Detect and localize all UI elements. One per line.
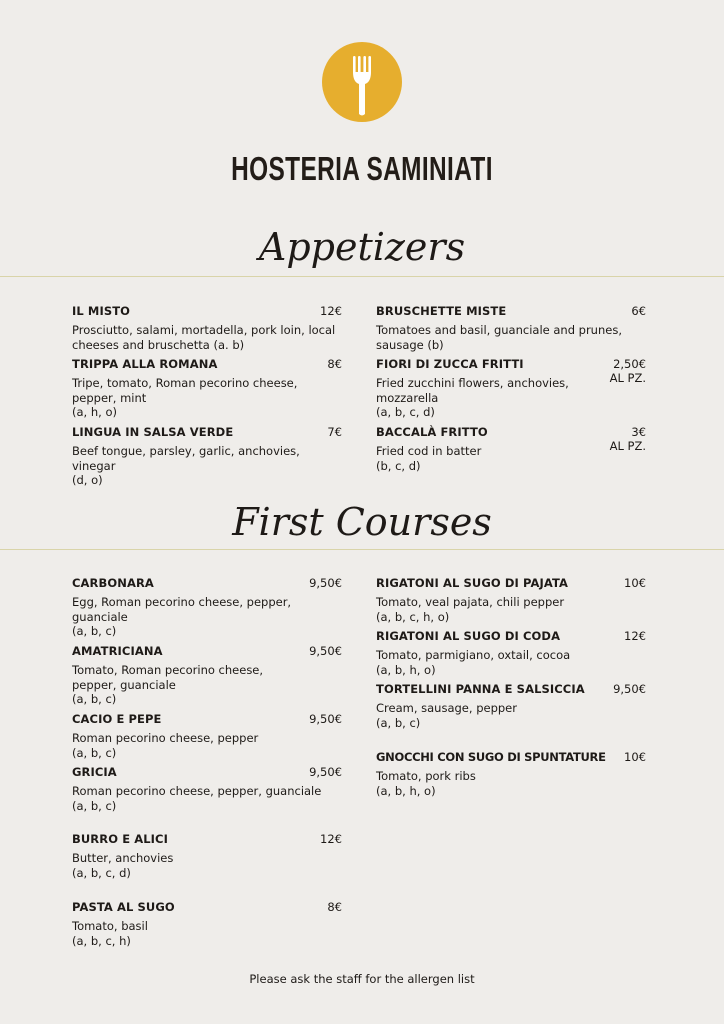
item-description: Prosciutto, salami, mortadella, pork loin, local cheeses and bruschetta (a. b) xyxy=(72,323,336,352)
menu-item xyxy=(72,576,342,639)
item-price: 9,50€ xyxy=(309,576,342,590)
item-allergens: (a, b, c, d) xyxy=(72,865,131,880)
item-description: Cream, sausage, pepper xyxy=(376,701,517,715)
appetizers-divider xyxy=(0,276,724,277)
item-description: Fried cod in batter xyxy=(376,444,482,458)
item-price: 12€ xyxy=(320,832,342,846)
item-name: FIORI DI ZUCCA FRITTI xyxy=(376,357,524,371)
menu-item xyxy=(376,357,646,420)
item-allergens: (a, b, c, h) xyxy=(72,933,131,948)
item-name: PASTA AL SUGO xyxy=(72,900,175,914)
item-price: 6€ xyxy=(631,304,646,318)
item-description: Tripe, tomato, Roman pecorino cheese, pepper, mint xyxy=(72,376,298,405)
item-price: 8€ xyxy=(327,357,342,371)
menu-item xyxy=(72,765,342,813)
menu-item xyxy=(376,576,646,624)
item-description: Butter, anchovies xyxy=(72,851,174,865)
item-description: Tomato, veal pajata, chili pepper xyxy=(376,595,565,609)
item-price: 9,50€ xyxy=(309,644,342,658)
item-name: IL MISTO xyxy=(72,304,131,318)
item-allergens: (a, b, c) xyxy=(376,715,421,730)
first-courses-divider xyxy=(0,549,724,550)
menu-item xyxy=(72,712,342,760)
item-allergens: (a, b, c) xyxy=(72,692,117,706)
item-allergens: (a, b, c) xyxy=(72,624,117,638)
item-name: BRUSCHETTE MISTE xyxy=(376,304,507,318)
item-allergens: (a, b, c, h, o) xyxy=(376,609,450,624)
item-name: TORTELLINI PANNA E SALSICCIA xyxy=(376,682,585,696)
item-name: BURRO E ALICI xyxy=(72,832,168,846)
item-description: Tomato, pork ribs xyxy=(376,769,476,783)
item-price: 9,50€ xyxy=(309,765,342,779)
item-description: Beef tongue, parsley, garlic, anchovies, vinegar xyxy=(72,444,300,473)
item-description: Fried zucchini flowers, anchovies, mozzarella xyxy=(376,376,569,405)
restaurant-name: HOSTERIA SAMINIATI xyxy=(231,150,493,187)
item-price: 2,50€ AL PZ. xyxy=(609,357,646,385)
item-price: 12€ xyxy=(320,304,342,318)
item-price: 3€ AL PZ. xyxy=(609,425,646,453)
item-name: AMATRICIANA xyxy=(72,644,163,658)
menu-item xyxy=(72,832,342,880)
appetizers-title: Appetizers xyxy=(258,225,466,269)
item-allergens: (a, b, c) xyxy=(72,745,117,760)
menu-item xyxy=(376,750,646,798)
item-allergens: (a, b, c, d) xyxy=(376,405,435,419)
item-price: 12€ xyxy=(624,629,646,643)
item-description: Roman pecorino cheese, pepper, guanciale xyxy=(72,784,322,798)
item-name: RIGATONI AL SUGO DI PAJATA xyxy=(376,576,569,590)
first-courses-title: First Courses xyxy=(232,500,492,544)
item-allergens: (a, b, h, o) xyxy=(376,662,436,677)
item-description: Tomato, Roman pecorino cheese, pepper, guanciale xyxy=(72,663,264,692)
item-price: 10€ xyxy=(624,576,646,590)
item-description: Tomatoes and basil, guanciale and prunes, sausage (b) xyxy=(376,323,622,352)
item-name: TRIPPA ALLA ROMANA xyxy=(72,357,218,371)
menu-item xyxy=(376,304,646,352)
item-price: 9,50€ xyxy=(309,712,342,726)
menu-item xyxy=(72,357,342,420)
menu-item xyxy=(72,900,342,948)
item-name: LINGUA IN SALSA VERDE xyxy=(72,425,234,439)
fork-icon xyxy=(322,42,402,122)
item-name: GNOCCHI CON SUGO DI SPUNTATURE xyxy=(376,750,606,764)
menu-item xyxy=(72,644,342,707)
item-allergens: (b, c, d) xyxy=(376,458,421,473)
menu-item xyxy=(376,425,646,473)
item-allergens: (a, h, o) xyxy=(72,405,117,419)
item-name: CACIO E PEPE xyxy=(72,712,162,726)
menu-item xyxy=(376,629,646,677)
item-description: Tomato, parmigiano, oxtail, cocoa xyxy=(376,648,571,662)
item-description: Tomato, basil xyxy=(72,919,148,933)
item-price: 7€ xyxy=(327,425,342,439)
item-name: CARBONARA xyxy=(72,576,154,590)
item-allergens: (a, b, h, o) xyxy=(376,783,436,798)
item-price: 10€ xyxy=(624,750,646,764)
item-description: Egg, Roman pecorino cheese, pepper, guanciale xyxy=(72,595,292,624)
item-allergens: (a, b, c) xyxy=(72,798,117,813)
item-name: BACCALÀ FRITTO xyxy=(376,425,488,439)
item-allergens: (d, o) xyxy=(72,473,103,487)
menu-item xyxy=(72,425,342,488)
item-price: 9,50€ xyxy=(613,682,646,696)
menu-item xyxy=(376,682,646,730)
item-name: RIGATONI AL SUGO DI CODA xyxy=(376,629,561,643)
menu-item xyxy=(72,304,342,352)
item-name: GRICIA xyxy=(72,765,117,779)
item-description: Roman pecorino cheese, pepper xyxy=(72,731,259,745)
item-price: 8€ xyxy=(327,900,342,914)
allergen-note: Please ask the staff for the allergen list xyxy=(249,972,475,986)
